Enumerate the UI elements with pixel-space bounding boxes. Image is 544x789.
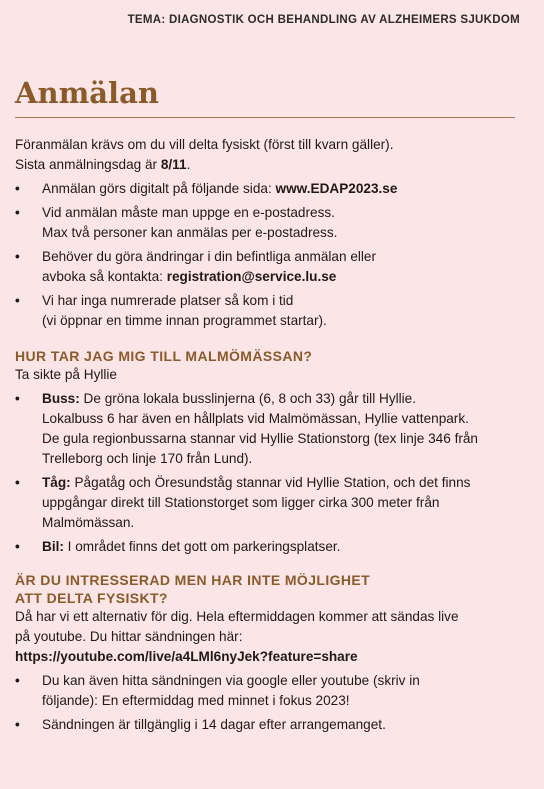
bullet-icon: • — [15, 673, 20, 688]
directions-intro: Ta sikte på Hyllie — [15, 367, 117, 382]
list-item: • Du kan även hitta sändningen via google eller youtube (skriv in följande): En eftermiddag med minnet i fokus 2023! — [15, 673, 420, 708]
registration-link[interactable]: www.EDAP2023.se — [275, 181, 398, 196]
registration-deadline: Sista anmälningsdag är 8/11. — [15, 157, 191, 172]
list-item: • Bil: I området finns det gott om parkeringsplatser. — [15, 537, 525, 557]
bullet-icon: • — [15, 539, 20, 554]
train-label: Tåg: — [42, 475, 71, 490]
bullet-icon: • — [15, 205, 20, 220]
page-title: Anmälan — [15, 76, 159, 110]
bullet-icon: • — [15, 391, 20, 406]
deadline-date: 8/11 — [160, 157, 187, 172]
livestream-text-2: på youtube. Du hittar sändningen här: — [15, 629, 243, 644]
list-item: • Anmälan görs digitalt på följande sida: www.EDAP2023.se — [15, 179, 525, 199]
list-item: • Tåg: Pågatåg och Öresundståg stannar vid Hyllie Station, och det finns uppgångar direkt till Stationstorget som ligger cirka 300 meter från Malmömässan. — [15, 475, 471, 530]
section-heading-livestream: ÄR DU INTRESSERAD MEN HAR INTE MÖJLIGHET ATT DELTA FYSISKT? — [15, 572, 371, 606]
bullet-icon: • — [15, 181, 20, 196]
livestream-text-1: Då har vi ett alternativ för dig. Hela eftermiddagen kommer att sändas live — [15, 609, 459, 624]
youtube-link[interactable]: https://youtube.com/live/a4LMl6nyJek?feature=share — [15, 649, 358, 664]
bullet-icon: • — [15, 293, 20, 308]
theme-header: TEMA: DIAGNOSTIK OCH BEHANDLING AV ALZHEIMERS SJUKDOM — [127, 14, 520, 26]
directions-list — [15, 389, 525, 557]
list-item: • Buss: De gröna lokala busslinjerna (6, 8 och 33) går till Hyllie. Lokalbuss 6 har även en hållplats vid Malmömässan, Hyllie vattenpark. De gula regionbussarna stannar vid Hyllie Stationstorg (tex linje 346 från Trelleborg och linje 170 från Lund). — [15, 391, 478, 466]
section-heading-directions: HUR TAR JAG MIG TILL MALMÖMÄSSAN? — [15, 348, 313, 364]
main-content — [15, 135, 525, 735]
registration-intro: Föranmälan krävs om du vill delta fysiskt (först till kvarn gäller). — [15, 137, 394, 152]
list-item: • Vi har inga numrerade platser så kom i tid (vi öppnar en timme innan programmet startar). — [15, 293, 327, 328]
contact-email-link[interactable]: registration@service.lu.se — [166, 269, 337, 284]
bullet-icon: • — [15, 717, 20, 732]
list-item: • Behöver du göra ändringar i din befintliga anmälan eller avboka så kontakta: registration@service.lu.se — [15, 249, 377, 284]
title-divider — [15, 117, 515, 118]
bullet-icon: • — [15, 475, 20, 490]
registration-list — [15, 179, 525, 331]
bus-label: Buss: — [42, 391, 80, 406]
livestream-list — [15, 671, 525, 735]
list-item: • Sändningen är tillgänglig i 14 dagar efter arrangemanget. — [15, 715, 525, 735]
car-label: Bil: — [42, 539, 64, 554]
list-item: • Vid anmälan måste man uppge en e-postadress. Max två personer kan anmälas per e-postadress. — [15, 205, 338, 240]
bullet-icon: • — [15, 249, 20, 264]
